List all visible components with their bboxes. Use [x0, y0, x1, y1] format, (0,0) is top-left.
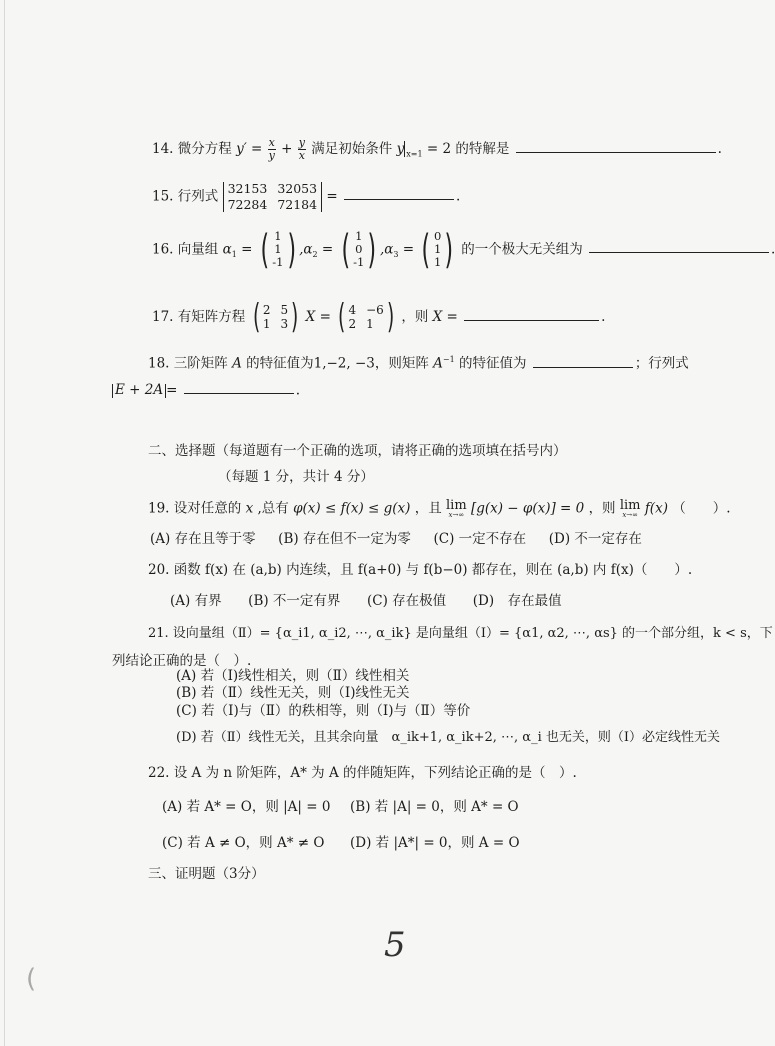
question-20-options: [170, 595, 562, 609]
matrix-right: ( 4 −6 2 1 ): [338, 297, 395, 337]
option-20-d[interactable]: (D) 存在最值: [472, 593, 562, 609]
matrix-left: ( 2 5 1 3 ): [252, 297, 299, 337]
question-19-options: [150, 533, 642, 547]
option-20-c[interactable]: (C) 存在极值: [367, 593, 447, 609]
answer-blank-16[interactable]: [589, 251, 769, 253]
question-19: 19. 设对任意的 x ,总有 φ(x) ≤ f(x) ≤ g(x) ，且 lim x→∞ [g(x) − φ(x)] = 0 ，则 lim x→∞ f(x) （ ）.: [148, 498, 731, 519]
option-19-d[interactable]: (D) 不一定存在: [548, 531, 642, 547]
scan-artifact-icon: (: [26, 964, 37, 994]
question-18: 18. 三阶矩阵 A 的特征值为1,−2, −3，则矩阵 $A^{-1}$ 的特征值为 ；行列式: [148, 355, 689, 372]
question-18-line2: E + 2A = .: [112, 384, 300, 398]
section-2-title: 二、选择题（每道题有一个正确的选项，请将正确的选项填在括号内）: [148, 443, 567, 459]
option-22-a[interactable]: (A) 若 A* = O，则 |A| = 0: [162, 799, 331, 815]
vector-alpha1: ( 1 1 -1 ): [260, 226, 296, 273]
option-19-c[interactable]: (C) 一定不存在: [433, 531, 527, 547]
question-22: 22. 设 A 为 n 阶矩阵，A* 为 A 的伴随矩阵，下列结论正确的是（ ）.: [148, 765, 577, 781]
page-number: 5: [384, 925, 406, 965]
question-14: 14. 微分方程 y′ = $\frac{x}{y}$ + $\frac{y}{x}$ 满足初始条件 y $_{x=1}$ = 2 的特解是 .: [152, 136, 722, 163]
answer-blank-18b[interactable]: [184, 392, 294, 394]
question-17: 17. 有矩阵方程 ( 2 5 1 3 ) X = ( 4 −6 2 1 ) ，则 X = .: [152, 297, 606, 337]
option-21-c[interactable]: (C) 若（Ⅰ)与（Ⅱ）的秩相等，则（Ⅰ)与（Ⅱ）等价: [176, 703, 471, 719]
answer-paren-19[interactable]: （ ）.: [672, 500, 731, 517]
option-20-a[interactable]: (A) 有界: [170, 593, 222, 609]
determinant-15: 32153 32053 72284 72184: [223, 182, 323, 212]
question-15: 15. 行列式 32153 32053 72284 72184 = .: [152, 181, 461, 212]
option-19-a[interactable]: (A) 存在且等于零: [150, 531, 256, 547]
option-21-d[interactable]: (D) 若（Ⅱ）线性无关，且其余向量 α_ik+1, α_ik+2, ⋯, α_i 也无关，则（Ⅰ）必定线性无关: [176, 730, 720, 745]
question-21: 21. 设向量组（Ⅱ）= {α_i1, α_i2, ⋯, α_ik} 是向量组（Ⅰ）= {α1, α2, ⋯, αs} 的一个部分组，k < s，下: [148, 626, 773, 641]
option-21-a[interactable]: (A) 若（Ⅰ)线性相关，则（Ⅱ）线性相关: [176, 668, 410, 684]
vector-alpha2: ( 1 0 -1 ): [341, 226, 377, 273]
option-22-d[interactable]: (D) 若 |A*| = 0，则 A = O: [350, 835, 520, 851]
option-22-c[interactable]: (C) 若 A ≠ O，则 A* ≠ O: [162, 835, 325, 851]
option-21-b[interactable]: (B) 若（Ⅱ）线性无关，则（Ⅰ)线性无关: [176, 685, 410, 701]
answer-blank-15[interactable]: [344, 198, 454, 200]
question-16: 16. 向量组 $\alpha_1$ = ( 1 1 -1 ) $,\alpha_2$ = ( 1 0 -1 ) $,\alpha_3$ = ( 0 1 1 ) 的一个极大无关组为 .: [152, 226, 775, 273]
section-2-note: （每题 1 分，共计 4 分）: [218, 469, 374, 485]
answer-blank-14[interactable]: [516, 151, 716, 153]
answer-blank-17[interactable]: [464, 319, 599, 321]
section-3-title: 三、证明题（3分）: [148, 866, 265, 882]
vector-alpha3: ( 0 1 1 ): [421, 226, 454, 273]
option-22-b[interactable]: (B) 若 |A| = 0，则 A* = O: [350, 799, 519, 815]
scan-edge-line: [4, 0, 5, 1046]
option-20-b[interactable]: (B) 不一定有界: [248, 593, 341, 609]
answer-blank-18a[interactable]: [533, 366, 633, 368]
question-21-line2: 列结论正确的是（ ）.: [112, 653, 252, 669]
option-19-b[interactable]: (B) 存在但不一定为零: [278, 531, 411, 547]
question-20: 20. 函数 f(x) 在 (a,b) 内连续，且 f(a+0) 与 f(b−0) 都存在，则在 (a,b) 内 f(x)（ ）.: [148, 562, 693, 578]
